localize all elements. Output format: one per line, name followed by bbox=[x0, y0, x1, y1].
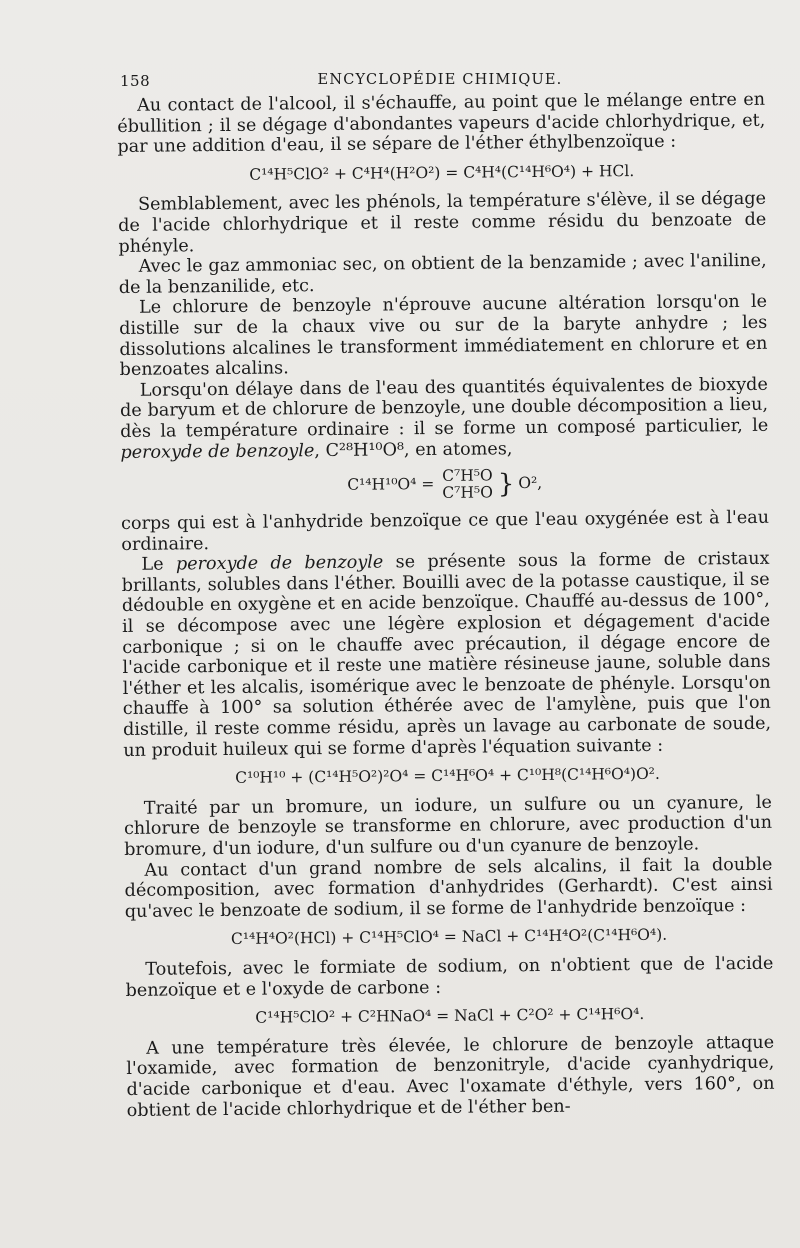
paragraph bbox=[120, 374, 769, 463]
equation: C¹⁴H⁵ClO² + C⁴H⁴(H²O²) = C⁴H⁴(C¹⁴H⁶O⁴) + HCl. bbox=[249, 161, 635, 184]
fraction bbox=[442, 468, 493, 502]
fraction-top: C⁷H⁵O bbox=[442, 466, 493, 485]
equation: C¹⁴H⁴O²(HCl) + C¹⁴H⁵ClO⁴ = NaCl + C¹⁴H⁴O²(C¹⁴H⁶O⁴). bbox=[230, 926, 668, 949]
text-run: , C²⁸H¹⁰O⁸, en atomes, bbox=[314, 438, 513, 461]
paragraph: Au contact de l'alcool, il s'échauffe, au point que le mélange entre en ébullition ; il se dégage d'abondantes vapeurs d'acide chlorhydrique, et, par une addition d'eau, il se sépare de l'éther éthylbenzoïque : bbox=[117, 89, 766, 158]
italic-term: peroxyde de benzoyle bbox=[120, 440, 315, 463]
text-run: Lorsqu'on délaye dans de l'eau des quantités équivalentes de bioxyde de baryum et de chlorure de benzoyle, une double décomposition a lieu, dès la température ordinaire : il se forme un composé particulier, le bbox=[119, 374, 769, 442]
equation-fraction bbox=[121, 465, 769, 505]
eq-left: C¹⁴H¹⁰O⁴ = bbox=[347, 475, 435, 494]
text-run: Le bbox=[141, 554, 177, 576]
paragraph: Toutefois, avec le formiate de sodium, on n'obtient que de l'acide benzoïque et e l'oxyde de carbone : bbox=[125, 953, 774, 1001]
paragraph: corps qui est à l'anhydride benzoïque ce que l'eau oxygénée est à l'eau ordinaire. bbox=[121, 507, 770, 555]
paragraph: Traité par un bromure, un iodure, un sulfure ou un cyanure, le chlorure de benzoyle se transforme en chlorure, avec production d'un bromure, d'un iodure, d'un sulfure ou d'un cyanure de benzoyle. bbox=[123, 792, 773, 860]
paragraph: Le chlorure de benzoyle n'éprouve aucune altération lorsqu'on le distille sur de la chaux vive ou sur de la baryte anhydre ; les dissolutions alcalines le transforment immédiatement en chlorure et en benzoates alcalins. bbox=[119, 292, 768, 381]
paragraph: A une température très élevée, le chlorure de benzoyle attaque l'oxamide, avec formation de benzonitryle, d'acide cyanhydrique, d'acide carbonique et d'eau. Avec l'oxamate d'éthyle, vers 160°, on obtient de l'acide chlorhydrique et de l'éther ben- bbox=[126, 1032, 775, 1121]
page-number: 158 bbox=[120, 72, 151, 90]
paragraph: Semblablement, avec les phénols, la température s'élève, il se dégage de l'acide chlorhydrique et il reste comme résidu du benzoate de phényle. bbox=[118, 189, 767, 257]
equation: C¹⁴H⁵ClO² + C²HNaO⁴ = NaCl + C²O² + C¹⁴H⁶O⁴. bbox=[255, 1005, 645, 1027]
text-run: se présente sous la forme de cristaux brillants, solubles dans l'éther. Bouilli avec de la potasse caustique, il se dédouble en oxygène et en acide benzoïque. Chauffé au-dessus de 100°, il se décompose avec une légère explosion et dégagement d'acide carbonique ; si on le chauffe avec précaution, il dégage encore de l'acide carbonique et il reste une matière résineuse jaune, soluble dans l'éther et les alcalis, isomérique avec le benzoate de phényle. Lorsqu'on chauffe à 100° sa solution éthérée avec de l'amylène, puis que l'on distille, il reste comme résidu, après un lavage au carbonate de soude, un produit huileux qui se forme d'après l'équation suivante : bbox=[121, 549, 772, 761]
running-title: ENCYCLOPÉDIE CHIMIQUE. bbox=[317, 72, 563, 88]
equation: C¹⁰H¹⁰ + (C¹⁴H⁵O²)²O⁴ = C¹⁴H⁶O⁴ + C¹⁰H⁸(C¹⁴H⁶O⁴)O². bbox=[235, 765, 660, 788]
fraction-bottom: C⁷H⁵O bbox=[442, 483, 493, 502]
body-text bbox=[117, 90, 775, 1121]
eq-right: O², bbox=[518, 474, 543, 493]
paragraph: Au contact d'un grand nombre de sels alcalins, il fait la double décomposition, avec formation d'anhydrides (Gerhardt). C'est ainsi qu'avec le benzoate de sodium, il se forme de l'anhydride benzoïque : bbox=[124, 854, 773, 922]
brace-glyph: } bbox=[497, 469, 515, 500]
paragraph bbox=[121, 549, 771, 761]
italic-term: peroxyde de benzoyle bbox=[175, 552, 384, 575]
paragraph: Avec le gaz ammoniac sec, on obtient de la benzamide ; avec l'aniline, de la benzanilide, etc. bbox=[118, 250, 767, 298]
